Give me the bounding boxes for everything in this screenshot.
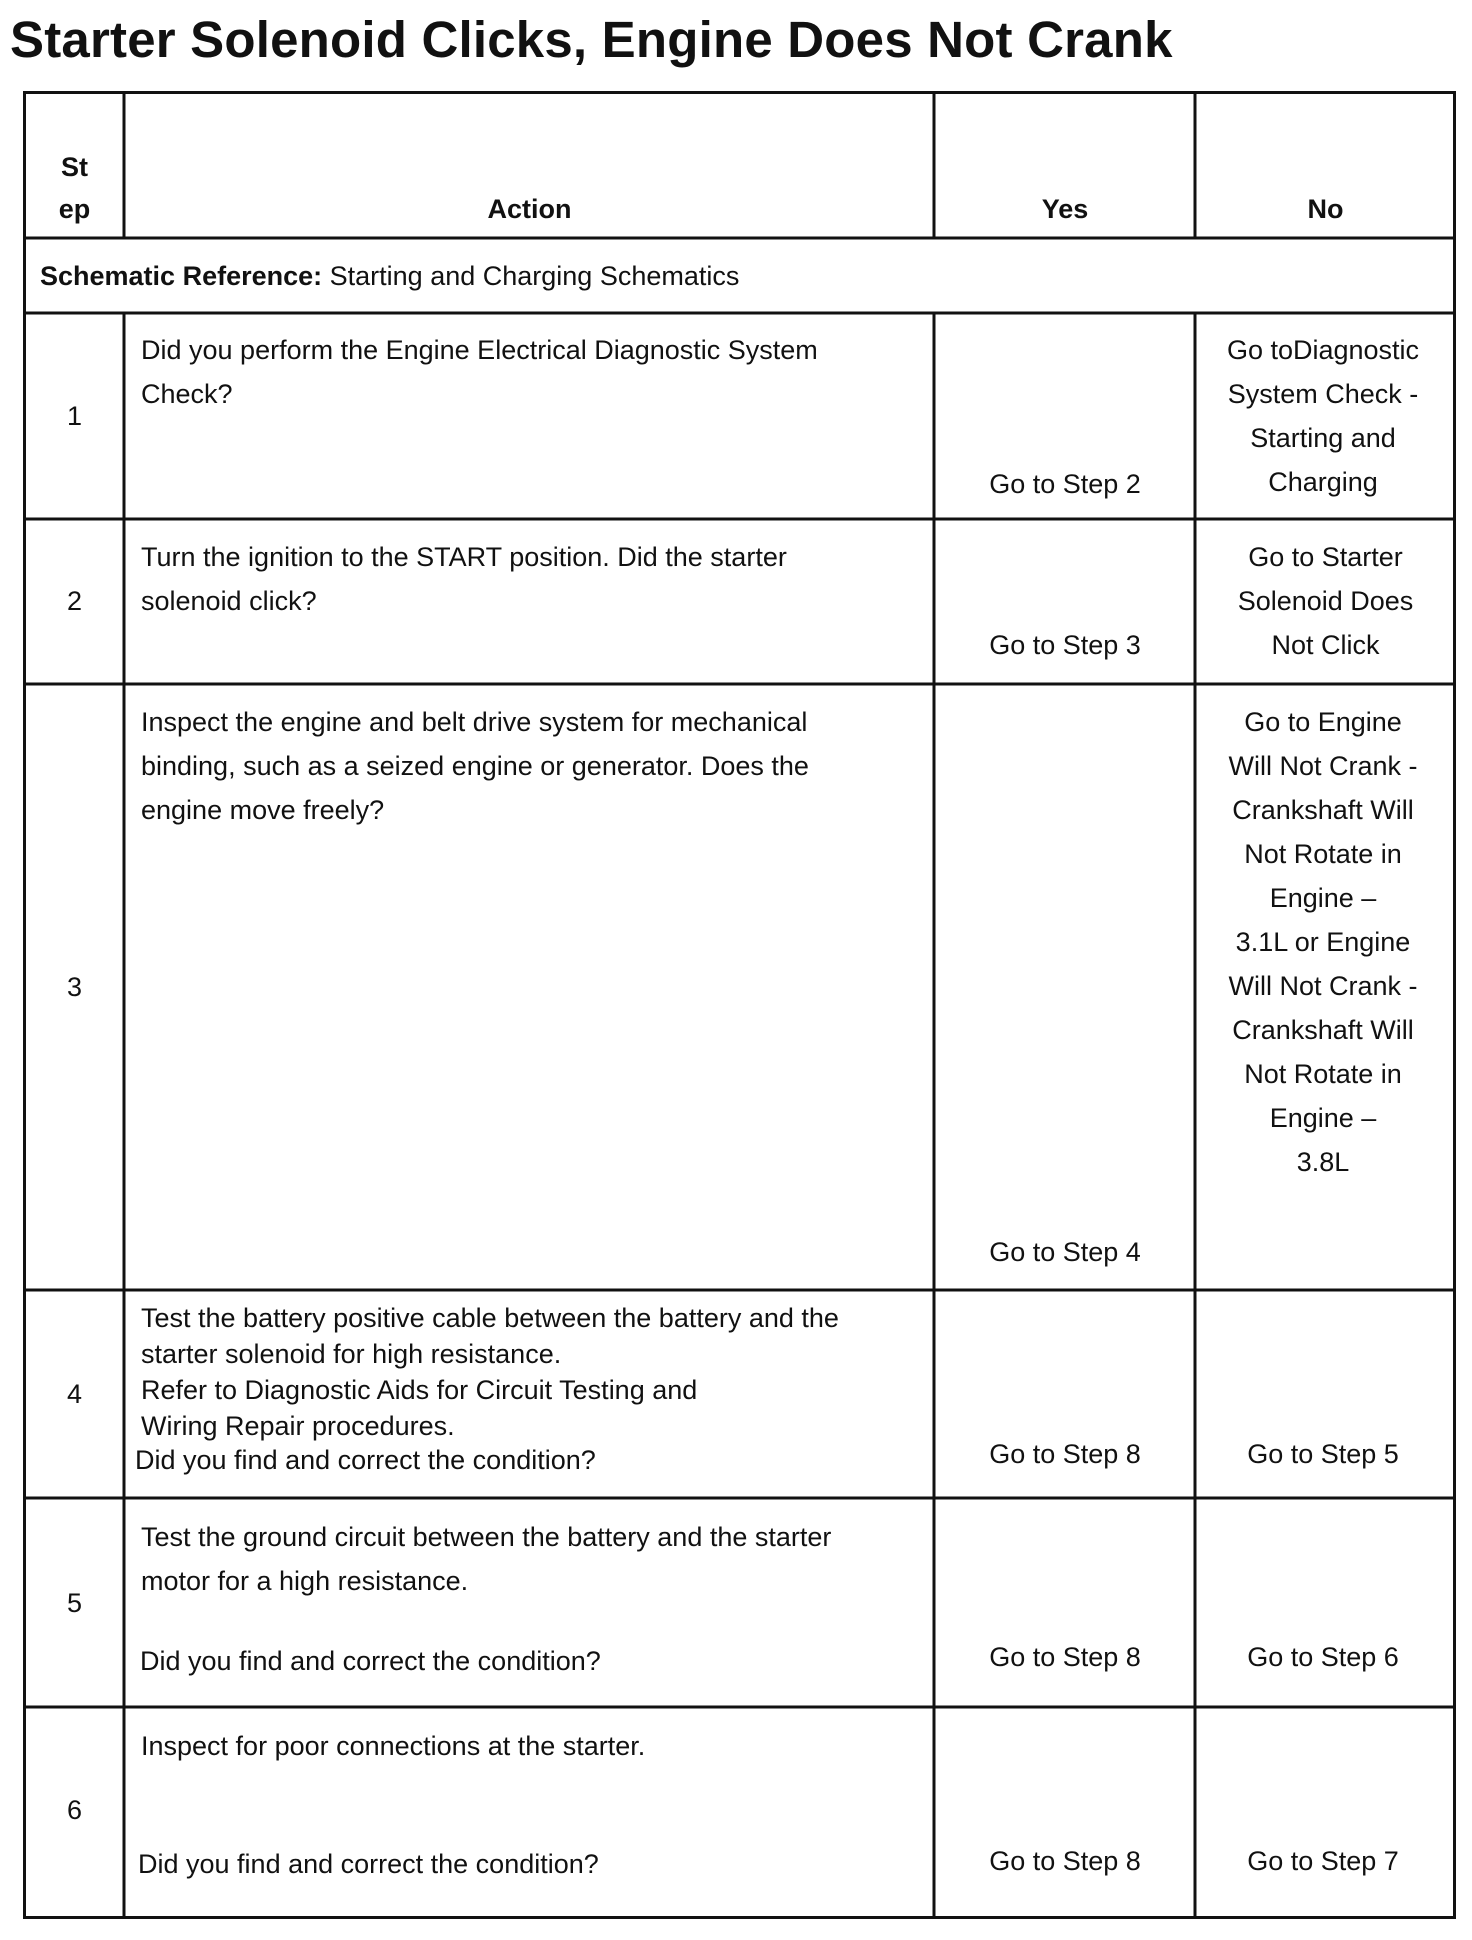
- action-text: Inspect the engine and belt drive system for mechanical binding, such as a seized engine or generator. Does the engine move freely?: [141, 707, 809, 825]
- diagnostic-table: [23, 91, 1456, 1919]
- action-text: Did you perform the Engine Electrical Diagnostic System Check?: [141, 335, 818, 409]
- step-number: 1: [66, 401, 83, 431]
- action-text: Inspect for poor connections at the starter.: [141, 1731, 646, 1761]
- header-step: St ep: [58, 152, 91, 224]
- yes-result: Go to Step 8: [989, 1439, 1141, 1469]
- action-question: Did you find and correct the condition?: [138, 1849, 599, 1879]
- yes-result: Go to Step 8: [989, 1846, 1141, 1876]
- step-number: 2: [66, 586, 83, 616]
- header-yes: Yes: [1041, 194, 1089, 224]
- reference-text: Starting and Charging Schematics: [322, 261, 740, 291]
- schematic-reference: [40, 254, 739, 298]
- action-question: Did you find and correct the condition?: [140, 1646, 601, 1676]
- page-title: Starter Solenoid Clicks, Engine Does Not Crank: [10, 11, 1173, 68]
- yes-result: Go to Step 2: [989, 469, 1141, 499]
- step-number: 3: [66, 972, 83, 1002]
- no-result: Go to Engine Will Not Crank - Crankshaft Will Not Rotate in Engine – 3.1L or Engine Will Not Crank - Crankshaft Will Not Rotate in Engine – 3.8L: [1228, 707, 1418, 1177]
- yes-result: Go to Step 8: [989, 1642, 1141, 1672]
- action-question: Did you find and correct the condition?: [135, 1445, 596, 1475]
- reference-label: Schematic Reference:: [40, 261, 323, 291]
- yes-result: Go to Step 3: [989, 630, 1141, 660]
- no-result: Go to Step 6: [1247, 1642, 1399, 1672]
- no-result: Go to Step 7: [1247, 1846, 1399, 1876]
- step-number: 6: [66, 1795, 83, 1825]
- header-action: Action: [487, 194, 572, 224]
- step-number: 4: [66, 1379, 83, 1409]
- action-text: Test the battery positive cable between the battery and the starter solenoid for high resistance. Refer to Diagnostic Aids for Circuit Testing and Wiring Repair procedures.: [141, 1303, 839, 1441]
- no-result: Go toDiagnostic System Check - Starting and Charging: [1226, 335, 1420, 497]
- action-text: Turn the ignition to the START position. Did the starter solenoid click?: [141, 542, 787, 616]
- no-result: Go to Step 5: [1247, 1439, 1399, 1469]
- header-no: No: [1307, 194, 1344, 224]
- action-text: Test the ground circuit between the battery and the starter motor for a high resistance.: [141, 1522, 832, 1596]
- yes-result: Go to Step 4: [989, 1237, 1141, 1267]
- no-result: Go to Starter Solenoid Does Not Click: [1237, 542, 1414, 660]
- step-number: 5: [66, 1588, 83, 1618]
